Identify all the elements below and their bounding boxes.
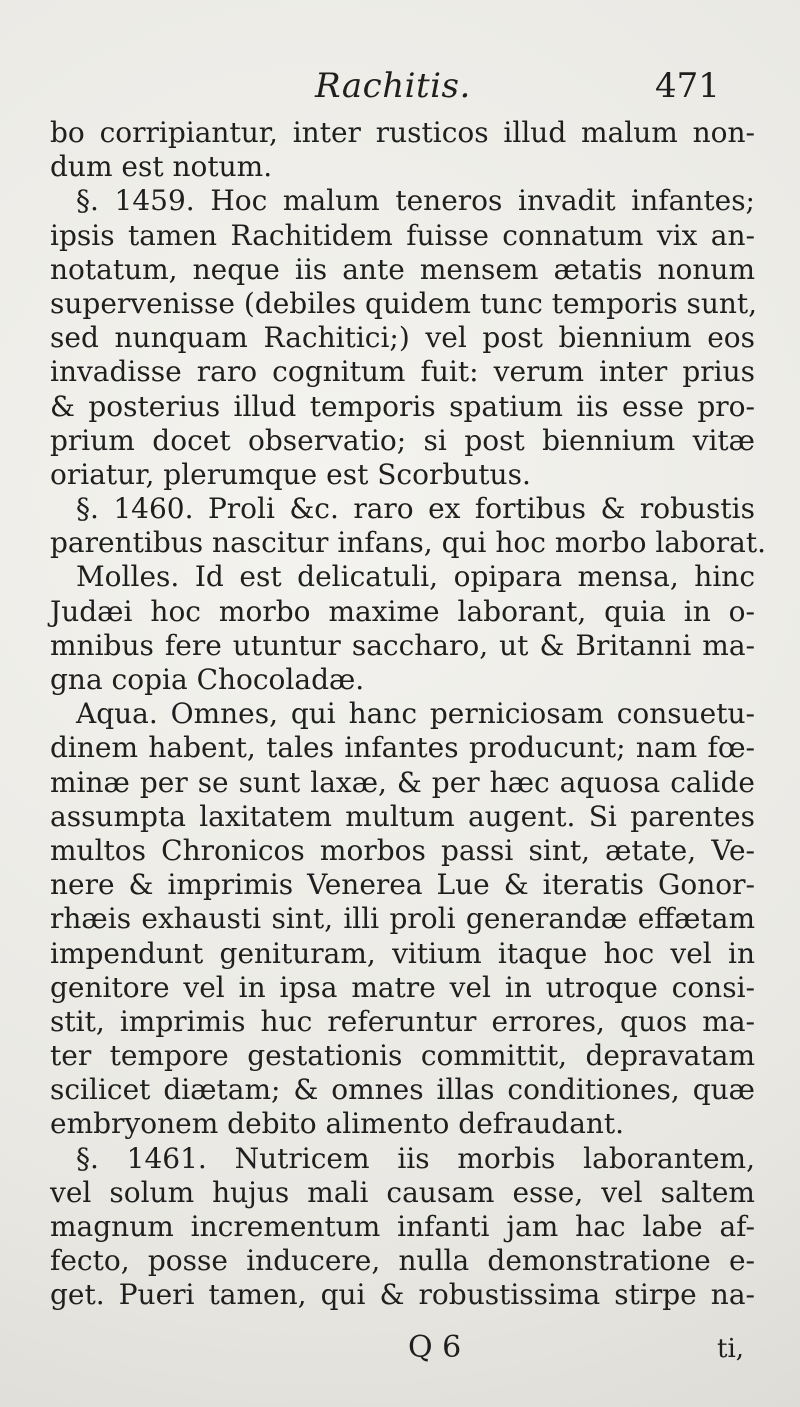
text-line: embryonem debito alimento defraudant.	[50, 1107, 625, 1141]
text-line: dum est notum.	[50, 150, 273, 184]
text-line: ter tempore gestationis committit, depravatam	[50, 1039, 755, 1073]
text-line: prium docet observatio; si post biennium vitæ	[50, 423, 755, 457]
text-line: Aqua. Omnes, qui hanc perniciosam consuetu-	[76, 697, 755, 731]
text-line: dinem habent, tales infantes producunt; nam fœ-	[50, 731, 755, 765]
text-line: notatum, neque iis ante mensem ætatis nonum	[50, 252, 755, 286]
text-line: invadisse raro cognitum fuit: verum inter prius	[50, 355, 755, 389]
page-footer	[0, 1330, 800, 1370]
text-line: multos Chronicos morbos passi sint, ætate, Ve-	[50, 833, 755, 867]
text-line: gna copia Chocoladæ.	[50, 663, 365, 696]
text-line: minæ per se sunt laxæ, & per hæc aquosa calide	[50, 765, 755, 799]
text-line: stit, imprimis huc referuntur errores, quos ma-	[50, 1004, 755, 1038]
text-line: impendunt genituram, vitium itaque hoc vel in	[50, 936, 755, 970]
body-text	[50, 116, 767, 1313]
text-line: assumpta laxitatem multum augent. Si parentes	[50, 799, 755, 833]
text-line: ipsis tamen Rachitidem fuisse connatum vix an-	[50, 218, 755, 252]
text-line: sed nunquam Rachitici;) vel post biennium eos	[50, 321, 755, 355]
text-line: get. Pueri tamen, qui & robustissima stirpe na-	[50, 1278, 755, 1312]
text-line: rhæis exhausti sint, illi proli generandæ effætam	[50, 902, 755, 936]
signature-mark: Q 6	[408, 1330, 462, 1365]
text-line: scilicet diætam; & omnes illas conditiones, quæ	[50, 1073, 755, 1107]
text-line: & posterius illud temporis spatium iis esse pro-	[50, 389, 755, 423]
text-line: Molles. Id est delicatuli, opipara mensa, hinc	[76, 560, 755, 594]
text-line: vel solum hujus mali causam esse, vel saltem	[50, 1175, 755, 1209]
text-line: bo corripiantur, inter rusticos illud malum non-	[50, 116, 755, 149]
catchword: ti,	[717, 1334, 745, 1364]
text-line: oriatur, plerumque est Scorbutus.	[50, 457, 531, 491]
text-line: §. 1459. Hoc malum teneros invadit infantes;	[76, 184, 755, 218]
text-line: parentibus nascitur infans, qui hoc morbo laborat.	[50, 526, 767, 560]
text-line: §. 1460. Proli &c. raro ex fortibus & robustis	[76, 492, 755, 526]
text-line: supervenisse (debiles quidem tunc temporis sunt,	[50, 286, 758, 320]
page-header	[0, 66, 800, 116]
text-line: magnum incrementum infanti jam hac labe af-	[50, 1210, 755, 1243]
text-line: mnibus fere utuntur saccharo, ut & Britanni ma-	[50, 628, 755, 662]
running-title: Rachitis.	[315, 66, 471, 106]
page-number: 471	[655, 66, 720, 106]
text-line: nere & imprimis Venerea Lue & iteratis Gonor-	[50, 868, 755, 902]
text-line: Judæi hoc morbo maxime laborant, quia in o-	[50, 594, 755, 628]
text-line: genitore vel in ipsa matre vel in utroque consi-	[50, 970, 755, 1004]
text-line: §. 1461. Nutricem iis morbis laborantem,	[76, 1141, 755, 1175]
text-line: fecto, posse inducere, nulla demonstratione e-	[50, 1244, 755, 1278]
